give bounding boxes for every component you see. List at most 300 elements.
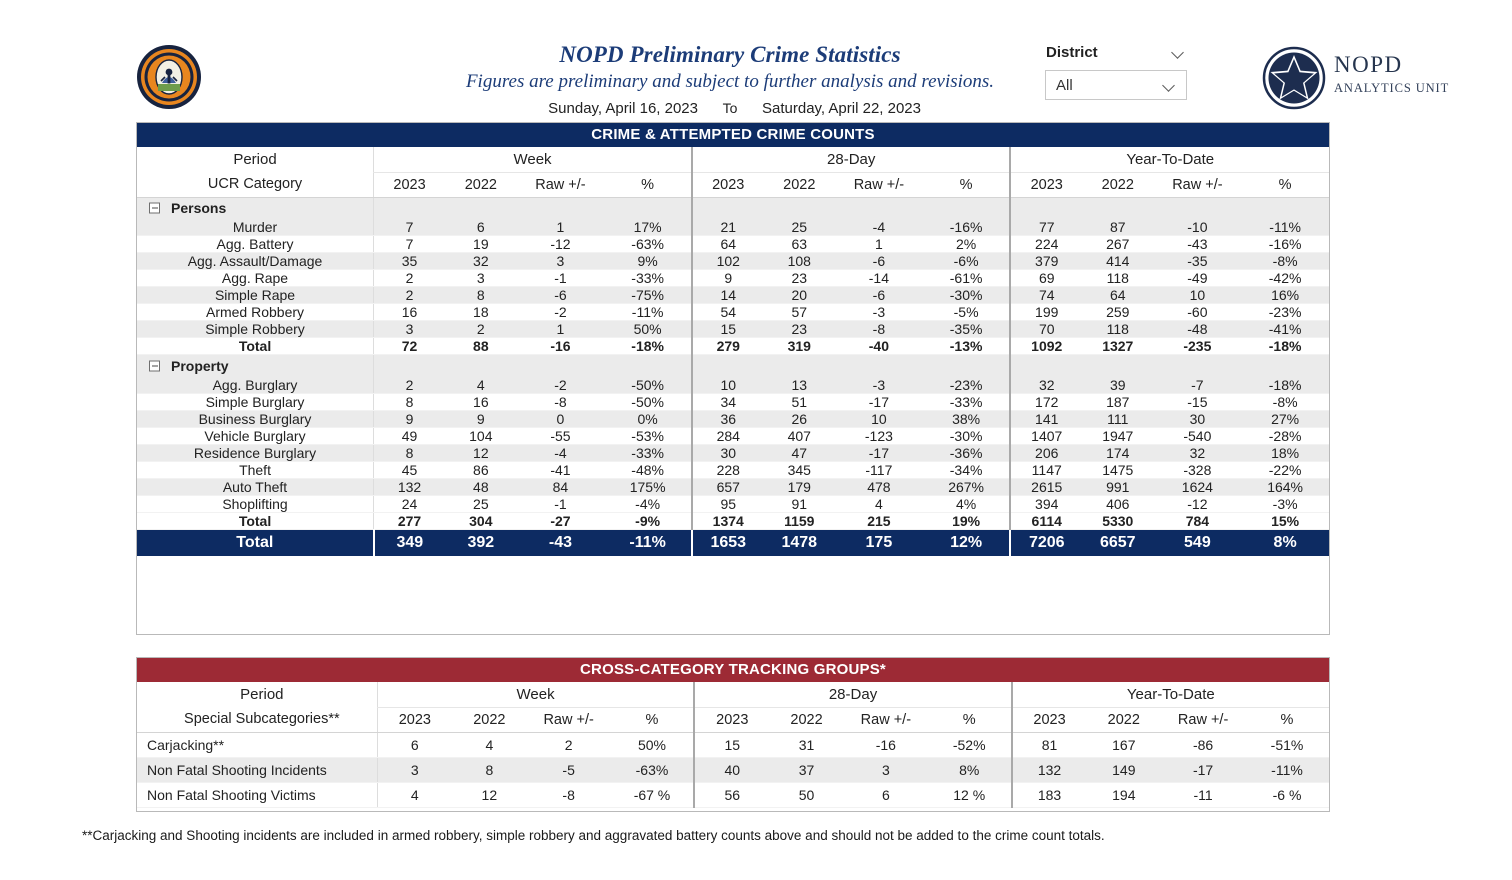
row-label: Residence Burglary [137,444,374,461]
cell-week-1: 304 [445,512,517,529]
header-group-year-to-date: Year-To-Date [1010,147,1329,172]
cross-category-panel [136,657,1330,812]
grand-total-ytd-0: 7206 [1010,529,1082,556]
cell-week-0: 49 [374,427,446,444]
grand-total-label: Total [137,529,374,556]
row-label: Armed Robbery [137,304,374,321]
cell-week-1: 19 [445,236,517,253]
cell-ytd-3: -18% [1241,338,1329,355]
cell-week-3: -75% [604,287,692,304]
cell-week-2: -1 [517,270,605,287]
title-block [400,42,1060,117]
cell-d28-2: 10 [835,410,923,427]
cell-week-0: 16 [374,304,446,321]
cell-ytd-0: 199 [1010,304,1082,321]
row-label: Murder [137,219,374,236]
header-col-week-2022: 2022 [445,172,517,197]
cell-week-1: 32 [445,253,517,270]
row-label: Agg. Battery [137,236,374,253]
cell-ytd-3: -8% [1241,393,1329,410]
cell-d28-3: -30% [923,427,1011,444]
header-group-28-day: 28-Day [694,682,1011,707]
cell-d28-1: 51 [764,393,836,410]
cell-d28-0: 102 [692,253,764,270]
table-row [137,236,1329,253]
cell-week-1: 18 [445,304,517,321]
page-title: NOPD Preliminary Crime Statistics [559,42,901,67]
cell-d28-2: -117 [835,461,923,478]
header-col-year-to-date-2022: 2022 [1082,172,1154,197]
cell-d28-3: -13% [923,338,1011,355]
cell-week-0: 72 [374,338,446,355]
section-spacer-cell [835,197,923,219]
cell-d28-0: 9 [692,270,764,287]
cell-week-0: 277 [374,512,446,529]
grand-total-d28-3: 12% [923,529,1011,556]
cell-week-3: -33% [604,270,692,287]
table-row [137,287,1329,304]
header-col-year-to-date-2022: 2022 [1086,707,1161,732]
cell-ytd-3: -11% [1241,219,1329,236]
cell-week-1: 4 [452,732,527,757]
cell-d28-1: 47 [764,444,836,461]
cell-ytd-2: 784 [1154,512,1242,529]
cell-d28-1: 50 [769,782,844,807]
cell-d28-3: -16% [923,219,1011,236]
cell-week-3: -63% [611,757,695,782]
cell-ytd-3: -41% [1241,321,1329,338]
table-row [137,461,1329,478]
cell-week-1: 4 [445,377,517,394]
cell-ytd-2: -10 [1154,219,1242,236]
cell-ytd-1: 1475 [1082,461,1154,478]
row-label: Vehicle Burglary [137,427,374,444]
cell-d28-1: 407 [764,427,836,444]
cell-d28-0: 228 [692,461,764,478]
cell-d28-2: 3 [844,757,928,782]
header-col-year-to-date-raw: Raw +/- [1154,172,1242,197]
cell-d28-0: 14 [692,287,764,304]
cell-ytd-1: 118 [1082,321,1154,338]
header-col-28-day-2022: 2022 [769,707,844,732]
logo-wordmark [1334,53,1449,95]
district-filter-header[interactable] [1045,40,1187,64]
cell-ytd-2: -15 [1154,393,1242,410]
date-range [400,100,1060,117]
district-filter[interactable] [1045,40,1187,100]
cell-ytd-0: 394 [1010,495,1082,512]
row-label: Total [137,512,374,529]
cell-d28-0: 284 [692,427,764,444]
cell-d28-2: -40 [835,338,923,355]
cell-d28-3: 38% [923,410,1011,427]
cell-d28-3: -5% [923,304,1011,321]
collapse-minus-icon[interactable] [149,203,160,214]
cell-d28-0: 1374 [692,512,764,529]
cell-week-1: 12 [452,782,527,807]
cell-ytd-1: 174 [1082,444,1154,461]
grand-total-d28-2: 175 [835,529,923,556]
section-spacer-cell [1082,355,1154,377]
cell-week-1: 8 [445,287,517,304]
page-header [0,0,1512,122]
cell-week-1: 8 [452,757,527,782]
section-spacer-cell [835,355,923,377]
collapse-minus-icon[interactable] [149,360,160,371]
cell-ytd-2: -12 [1154,495,1242,512]
section-spacer-cell [1010,355,1082,377]
cell-week-2: 2 [527,732,611,757]
district-label: District [1046,43,1098,61]
cell-d28-2: -4 [835,219,923,236]
cell-d28-1: 108 [764,253,836,270]
cell-ytd-2: 10 [1154,287,1242,304]
cell-ytd-0: 379 [1010,253,1082,270]
crime-counts-table [137,147,1329,556]
section-name-text: Persons [171,200,227,217]
cell-ytd-0: 69 [1010,270,1082,287]
cell-ytd-3: 15% [1241,512,1329,529]
cell-d28-2: -14 [835,270,923,287]
header-col-28-day-raw: Raw +/- [844,707,928,732]
cell-ytd-2: -540 [1154,427,1242,444]
cell-d28-1: 179 [764,478,836,495]
cell-d28-3: 8% [928,757,1012,782]
row-label: Non Fatal Shooting Incidents [137,757,377,782]
cell-week-0: 35 [374,253,446,270]
crime-counts-panel [136,122,1330,635]
cell-d28-1: 345 [764,461,836,478]
cell-d28-1: 57 [764,304,836,321]
cell-week-1: 88 [445,338,517,355]
row-label: Simple Rape [137,287,374,304]
header-col-week-2022: 2022 [452,707,527,732]
cell-d28-3: -30% [923,287,1011,304]
cell-d28-0: 40 [694,757,769,782]
cell-d28-1: 23 [764,270,836,287]
cell-d28-0: 95 [692,495,764,512]
cell-week-3: -48% [604,461,692,478]
cell-ytd-1: 267 [1082,236,1154,253]
cell-ytd-1: 87 [1082,219,1154,236]
district-selected-value: All [1056,76,1073,94]
section-spacer-cell [1010,197,1082,219]
cell-week-2: -12 [517,236,605,253]
table-row [137,253,1329,270]
cell-d28-0: 10 [692,377,764,394]
section-spacer-cell [923,355,1011,377]
cell-ytd-1: 1327 [1082,338,1154,355]
cell-d28-2: 4 [835,495,923,512]
chevron-down-icon[interactable] [1172,48,1186,57]
cell-d28-0: 54 [692,304,764,321]
cell-ytd-1: 167 [1086,732,1161,757]
row-label: Business Burglary [137,410,374,427]
header-category-label: Special Subcategories** [137,707,377,732]
cell-d28-0: 56 [694,782,769,807]
header-col-28-day-2022: 2022 [764,172,836,197]
cell-d28-1: 25 [764,219,836,236]
cell-d28-2: 6 [844,782,928,807]
cell-week-0: 132 [374,478,446,495]
cell-ytd-1: 118 [1082,270,1154,287]
row-label: Carjacking** [137,732,377,757]
chevron-down-icon[interactable] [1163,81,1177,90]
cell-d28-2: -17 [835,393,923,410]
cell-ytd-2: -49 [1154,270,1242,287]
cell-d28-0: 34 [692,393,764,410]
cell-ytd-0: 6114 [1010,512,1082,529]
grand-total-ytd-3: 8% [1241,529,1329,556]
header-col-week-2023: 2023 [374,172,446,197]
section-spacer-cell [764,355,836,377]
cell-d28-1: 31 [769,732,844,757]
cell-week-3: 0% [604,410,692,427]
cell-ytd-2: -43 [1154,236,1242,253]
section-spacer-cell [692,197,764,219]
section-spacer-cell [1241,355,1329,377]
header-col-28-day-: % [928,707,1012,732]
cell-week-2: -55 [517,427,605,444]
section-spacer-cell [1241,197,1329,219]
cell-d28-2: -17 [835,444,923,461]
header-period-label: Period [233,151,277,168]
cell-d28-1: 91 [764,495,836,512]
cell-ytd-2: -17 [1161,757,1245,782]
page-subtitle: Figures are preliminary and subject to further analysis and revisions. [465,71,995,93]
row-label: Total [137,338,374,355]
cell-d28-3: -34% [923,461,1011,478]
section-spacer-cell [604,355,692,377]
subtotal-row [137,512,1329,529]
header-group-week: Week [374,147,692,172]
cell-ytd-2: 1624 [1154,478,1242,495]
table-header-period-row [137,682,1329,707]
cell-ytd-2: -35 [1154,253,1242,270]
cell-ytd-3: -8% [1241,253,1329,270]
cell-ytd-0: 70 [1010,321,1082,338]
row-label: Auto Theft [137,478,374,495]
cell-week-3: -63% [604,236,692,253]
grand-total-week-1: 392 [445,529,517,556]
cell-ytd-3: -23% [1241,304,1329,321]
cell-d28-2: -3 [835,304,923,321]
cell-ytd-0: 81 [1012,732,1087,757]
cell-ytd-1: 187 [1082,393,1154,410]
cell-ytd-0: 77 [1010,219,1082,236]
section-spacer-cell [604,197,692,219]
cell-week-2: -41 [517,461,605,478]
cell-ytd-1: 5330 [1082,512,1154,529]
cell-ytd-3: -11% [1245,757,1329,782]
cell-ytd-3: -42% [1241,270,1329,287]
cell-week-3: 9% [604,253,692,270]
table-row [137,478,1329,495]
table-row [137,757,1329,782]
section-name-text: Property [171,357,229,374]
cell-d28-0: 279 [692,338,764,355]
cell-week-3: -18% [604,338,692,355]
cell-week-1: 104 [445,427,517,444]
cell-d28-3: -61% [923,270,1011,287]
cell-week-2: 0 [517,410,605,427]
cell-week-1: 25 [445,495,517,512]
cell-week-0: 4 [377,782,452,807]
grand-total-week-0: 349 [374,529,446,556]
cell-d28-3: -35% [923,321,1011,338]
cell-week-2: -8 [517,393,605,410]
cell-d28-0: 15 [692,321,764,338]
cell-ytd-0: 2615 [1010,478,1082,495]
cross-category-table [137,682,1329,808]
cell-d28-0: 64 [692,236,764,253]
table-row [137,444,1329,461]
cell-ytd-0: 32 [1010,377,1082,394]
cell-ytd-3: 18% [1241,444,1329,461]
header-col-28-day-2023: 2023 [694,707,769,732]
cell-week-0: 8 [374,393,446,410]
table-row [137,304,1329,321]
nopd-analytics-logo [1262,46,1452,112]
cell-ytd-0: 206 [1010,444,1082,461]
row-label: Shoplifting [137,495,374,512]
header-col-week-: % [604,172,692,197]
cell-ytd-0: 172 [1010,393,1082,410]
header-col-28-day-raw: Raw +/- [835,172,923,197]
cell-week-0: 2 [374,270,446,287]
header-col-week-: % [611,707,695,732]
section-spacer-cell [517,355,605,377]
logo-nopd-text: NOPD [1334,52,1403,77]
cell-d28-1: 26 [764,410,836,427]
date-range-separator: To [722,100,738,117]
grand-total-ytd-1: 6657 [1082,529,1154,556]
cell-ytd-3: -28% [1241,427,1329,444]
header-category-label: UCR Category [137,172,374,197]
cell-ytd-3: -18% [1241,377,1329,394]
cell-week-0: 7 [374,219,446,236]
cell-week-2: -4 [517,444,605,461]
cell-ytd-3: -22% [1241,461,1329,478]
section-spacer-cell [764,197,836,219]
cell-d28-3: 12 % [928,782,1012,807]
cell-ytd-0: 74 [1010,287,1082,304]
nopd-seal-logo [136,44,202,110]
cell-ytd-0: 1092 [1010,338,1082,355]
header-col-year-to-date-2023: 2023 [1012,707,1087,732]
cell-week-3: -9% [604,512,692,529]
cell-week-0: 3 [377,757,452,782]
cell-week-0: 8 [374,444,446,461]
district-select[interactable] [1045,70,1187,100]
cell-d28-2: -123 [835,427,923,444]
table-row [137,732,1329,757]
cell-ytd-3: 16% [1241,287,1329,304]
section-header-persons[interactable] [137,197,1329,219]
cell-d28-0: 657 [692,478,764,495]
cell-ytd-0: 183 [1012,782,1087,807]
cell-ytd-3: -16% [1241,236,1329,253]
cell-week-3: 17% [604,219,692,236]
cell-week-3: 50% [604,321,692,338]
row-label: Simple Robbery [137,321,374,338]
cell-ytd-0: 132 [1012,757,1087,782]
cell-week-2: -2 [517,304,605,321]
star-badge-icon [1262,46,1326,110]
cell-week-1: 6 [445,219,517,236]
cell-week-2: 1 [517,321,605,338]
header-col-year-to-date-: % [1241,172,1329,197]
grand-total-row [137,529,1329,556]
cell-week-2: -16 [517,338,605,355]
grand-total-d28-0: 1653 [692,529,764,556]
cell-week-0: 24 [374,495,446,512]
cell-week-0: 6 [377,732,452,757]
section-spacer-cell [1082,197,1154,219]
section-header-property[interactable] [137,355,1329,377]
cell-week-0: 9 [374,410,446,427]
cell-week-0: 2 [374,377,446,394]
table-row [137,393,1329,410]
cell-week-3: -67 % [611,782,695,807]
header-col-week-raw: Raw +/- [527,707,611,732]
cell-ytd-2: -11 [1161,782,1245,807]
cell-week-1: 9 [445,410,517,427]
cell-d28-0: 36 [692,410,764,427]
cell-ytd-2: -86 [1161,732,1245,757]
header-col-year-to-date-: % [1245,707,1329,732]
cell-week-3: -50% [604,393,692,410]
cell-d28-0: 30 [692,444,764,461]
cell-d28-2: -6 [835,287,923,304]
header-col-28-day-2023: 2023 [692,172,764,197]
cell-d28-3: -23% [923,377,1011,394]
cell-week-1: 2 [445,321,517,338]
table-row [137,410,1329,427]
row-label: Agg. Assault/Damage [137,253,374,270]
cell-ytd-0: 1407 [1010,427,1082,444]
header-col-28-day-: % [923,172,1011,197]
table-row [137,219,1329,236]
cell-ytd-3: -3% [1241,495,1329,512]
cell-d28-3: -52% [928,732,1012,757]
header-period-label: Period [240,686,284,703]
header-group-28-day: 28-Day [692,147,1010,172]
cell-ytd-1: 39 [1082,377,1154,394]
section-spacer-cell [445,197,517,219]
cell-ytd-0: 1147 [1010,461,1082,478]
cell-week-2: -2 [517,377,605,394]
cross-category-band-title: CROSS-CATEGORY TRACKING GROUPS* [137,658,1329,682]
table-row [137,270,1329,287]
row-label: Non Fatal Shooting Victims [137,782,377,807]
header-col-week-raw: Raw +/- [517,172,605,197]
section-spacer-cell [445,355,517,377]
cell-week-1: 86 [445,461,517,478]
table-header-period-row [137,147,1329,172]
cell-d28-2: -8 [835,321,923,338]
cell-d28-2: -16 [844,732,928,757]
logo-analytics-unit-text: ANALYTICS UNIT [1334,81,1450,95]
cell-ytd-1: 111 [1082,410,1154,427]
cell-ytd-0: 224 [1010,236,1082,253]
section-label [137,197,374,219]
grand-total-d28-1: 1478 [764,529,836,556]
section-spacer-cell [374,197,446,219]
cell-week-2: 3 [517,253,605,270]
grand-total-ytd-2: 549 [1154,529,1242,556]
table-header-columns-row [137,707,1329,732]
